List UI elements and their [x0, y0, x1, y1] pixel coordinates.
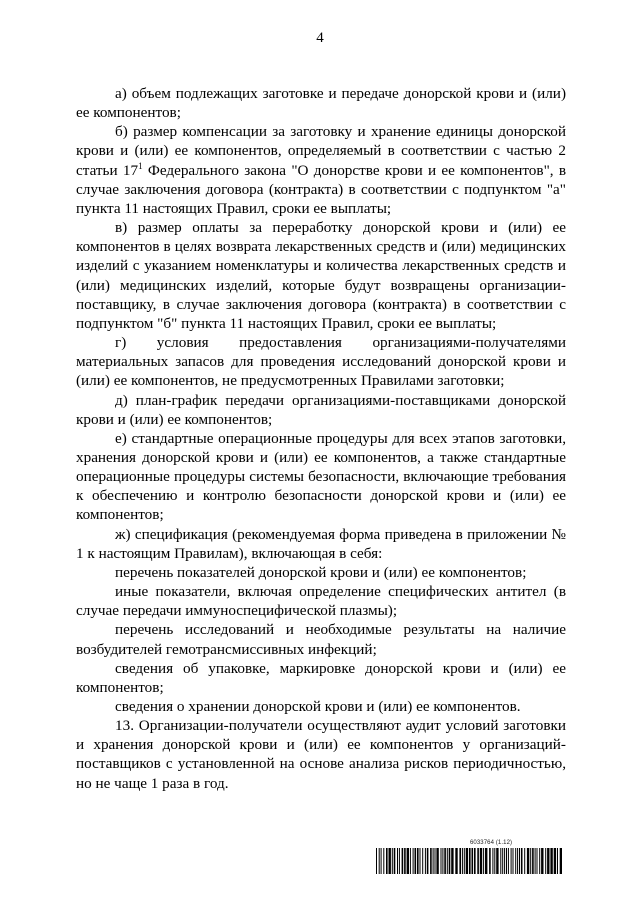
paragraph-d: д) план-график передачи организациями-поставщиками донорской крови и (или) ее компонентов; — [76, 391, 566, 428]
footnote-superscript: 1 — [138, 160, 143, 171]
document-body — [76, 84, 566, 793]
paragraph-b — [76, 122, 566, 218]
paragraph-zh: ж) спецификация (рекомендуемая форма приведена в приложении № 1 к настоящим Правилам), включающая в себя: — [76, 525, 566, 562]
paragraph-b-text-end: Федерального закона "О донорстве крови и ее компонентов", в случае заключения договора (контракта) в соответствии с подпунктом "а" пункта 11 настоящих Правил, сроки ее выплаты; — [76, 161, 566, 217]
spec-item-other-indicators: иные показатели, включая определение специфических антител (в случае передачи иммуноспецифической плазмы); — [76, 583, 566, 620]
document-code: 6033764 (1.12) — [470, 840, 513, 846]
paragraph-13: 13. Организации-получатели осуществляют аудит условий заготовки и хранения донорской крови и (или) ее компонентов у организаций-поставщиков с установленной на основе анализа рисков периодичностью, но не чаще 1 раза в год. — [76, 717, 566, 792]
spec-item-packaging: сведения об упаковке, маркировке донорской крови и (или) ее компонентов; — [76, 659, 566, 696]
spec-item-storage: сведения о хранении донорской крови и (или) ее компонентов. — [115, 698, 521, 715]
paragraph-b-text-start: б) размер компенсации за заготовку и хранение единицы донорской крови и (или) ее компонентов, определяемый в соответствии с частью 2 статьи 17 — [76, 123, 566, 179]
paragraph-v: в) размер оплаты за переработку донорской крови и (или) ее компонентов в целях возврата лекарственных средств и (или) медицинских изделий с указанием номенклатуры и количества лекарственных средств и (или) медицинских изделий, которые будут возвращены организации-поставщику, в случае заключения договора (контракта) в соответствии с подпунктом "б" пункта 11 настоящих Правил, сроки ее выплаты; — [76, 219, 566, 332]
page-number: 4 — [316, 30, 324, 46]
spec-item-tests: перечень исследований и необходимые результаты на наличие возбудителей гемотрансмиссивных инфекций; — [76, 621, 566, 658]
paragraph-g: г) условия предоставления организациями-получателями материальных запасов для проведения исследований донорской крови и (или) ее компонентов, не предусмотренных Правилами заготовки; — [76, 334, 566, 390]
paragraph-e: е) стандартные операционные процедуры для всех этапов заготовки, хранения донорской крови и (или) ее компонентов, а также стандартные операционные процедуры системы безопасности, включающие требования к обеспечению и контролю безопасности донорской крови и (или) ее компонентов; — [76, 429, 566, 524]
barcode-icon — [376, 848, 562, 874]
spec-item-indicators: перечень показателей донорской крови и (или) ее компонентов; — [115, 563, 527, 581]
paragraph-a: а) объем подлежащих заготовке и передаче донорской крови и (или) ее компонентов; — [76, 85, 566, 122]
